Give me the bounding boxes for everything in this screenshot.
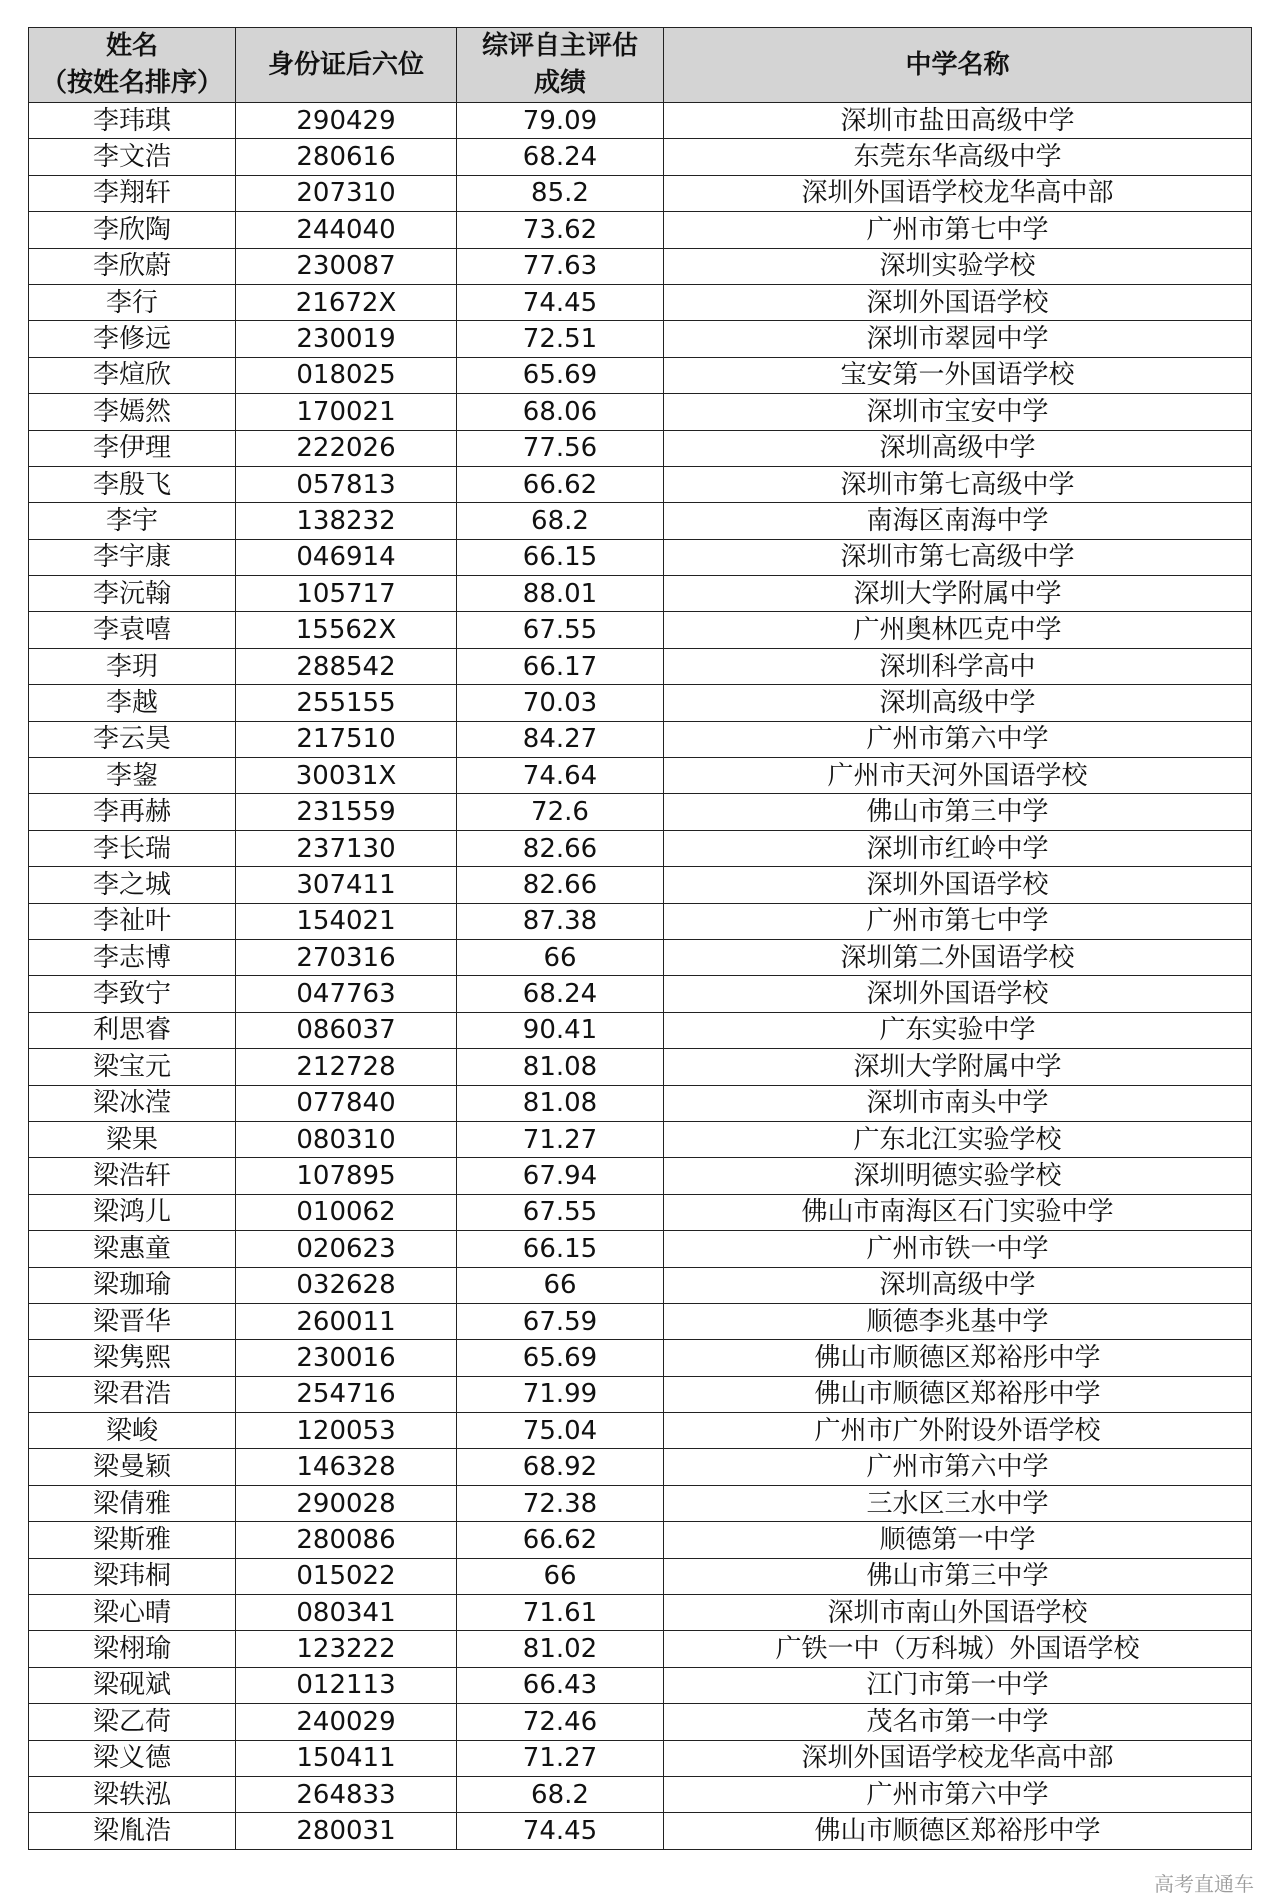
student-name-cell: 梁惠童 [29, 1231, 236, 1267]
score-cell: 68.2 [457, 503, 664, 539]
school-name-cell: 深圳市宝安中学 [664, 394, 1252, 430]
school-name-cell: 深圳实验学校 [664, 248, 1252, 284]
student-name-cell: 梁珈瑜 [29, 1267, 236, 1303]
table-row [29, 903, 1252, 939]
id-suffix-cell: 307411 [236, 867, 457, 903]
id-suffix-cell: 217510 [236, 721, 457, 757]
student-name-cell: 李玮琪 [29, 103, 236, 139]
table-row [29, 1012, 1252, 1048]
table-row [29, 1740, 1252, 1776]
student-name-cell: 李沅翰 [29, 576, 236, 612]
table-row [29, 721, 1252, 757]
table-header [29, 28, 1252, 103]
score-cell: 67.59 [457, 1303, 664, 1339]
school-name-cell: 深圳市翠园中学 [664, 321, 1252, 357]
score-cell: 90.41 [457, 1012, 664, 1048]
table-row [29, 466, 1252, 502]
score-cell: 82.66 [457, 867, 664, 903]
table-row [29, 1194, 1252, 1230]
id-suffix-cell: 280616 [236, 139, 457, 175]
id-suffix-cell: 270316 [236, 939, 457, 975]
school-name-cell: 广州市铁一中学 [664, 1231, 1252, 1267]
id-suffix-cell: 080341 [236, 1595, 457, 1631]
score-cell: 67.94 [457, 1158, 664, 1194]
school-name-cell: 深圳外国语学校 [664, 284, 1252, 320]
score-cell: 79.09 [457, 103, 664, 139]
student-name-cell: 李煊欣 [29, 357, 236, 393]
id-suffix-cell: 150411 [236, 1740, 457, 1776]
student-name-cell: 李伊理 [29, 430, 236, 466]
score-cell: 71.61 [457, 1595, 664, 1631]
table-row [29, 503, 1252, 539]
table-row [29, 1558, 1252, 1594]
score-cell: 75.04 [457, 1413, 664, 1449]
id-suffix-cell: 255155 [236, 685, 457, 721]
school-name-cell: 深圳市南山外国语学校 [664, 1595, 1252, 1631]
student-name-cell: 李宇 [29, 503, 236, 539]
id-suffix-cell: 057813 [236, 466, 457, 502]
id-suffix-cell: 240029 [236, 1704, 457, 1740]
id-suffix-cell: 086037 [236, 1012, 457, 1048]
id-suffix-cell: 280086 [236, 1522, 457, 1558]
id-suffix-cell: 020623 [236, 1231, 457, 1267]
header-name-line2: （按姓名排序） [40, 68, 223, 98]
table-row [29, 867, 1252, 903]
student-name-cell: 梁栩瑜 [29, 1631, 236, 1667]
header-id-label: 身份证后六位 [267, 49, 424, 80]
student-name-cell: 李欣陶 [29, 212, 236, 248]
school-name-cell: 广州市第七中学 [664, 903, 1252, 939]
id-suffix-cell: 230016 [236, 1340, 457, 1376]
table-row [29, 1449, 1252, 1485]
student-name-cell: 梁倩雅 [29, 1485, 236, 1521]
school-name-cell: 深圳外国语学校 [664, 976, 1252, 1012]
table-row [29, 284, 1252, 320]
table-row [29, 612, 1252, 648]
table-row [29, 357, 1252, 393]
score-cell: 65.69 [457, 1340, 664, 1376]
score-cell: 84.27 [457, 721, 664, 757]
table-row [29, 794, 1252, 830]
id-suffix-cell: 170021 [236, 394, 457, 430]
student-name-cell: 李越 [29, 685, 236, 721]
id-suffix-cell: 123222 [236, 1631, 457, 1667]
score-cell: 81.08 [457, 1049, 664, 1085]
student-name-cell: 梁峻 [29, 1413, 236, 1449]
score-cell: 77.63 [457, 248, 664, 284]
score-cell: 66.15 [457, 539, 664, 575]
student-name-cell: 梁玮桐 [29, 1558, 236, 1594]
student-name-cell: 梁浩轩 [29, 1158, 236, 1194]
school-name-cell: 深圳外国语学校龙华高中部 [664, 1740, 1252, 1776]
student-name-cell: 李修远 [29, 321, 236, 357]
score-cell: 73.62 [457, 212, 664, 248]
student-name-cell: 梁义德 [29, 1740, 236, 1776]
student-name-cell: 李祉叶 [29, 903, 236, 939]
score-cell: 68.06 [457, 394, 664, 430]
table-row [29, 685, 1252, 721]
student-name-cell: 李长瑞 [29, 830, 236, 866]
id-suffix-cell: 010062 [236, 1194, 457, 1230]
score-cell: 71.27 [457, 1740, 664, 1776]
id-suffix-cell: 230019 [236, 321, 457, 357]
table-row [29, 1231, 1252, 1267]
table-row [29, 1776, 1252, 1812]
table-row [29, 1595, 1252, 1631]
table-row [29, 1813, 1252, 1849]
id-suffix-cell: 154021 [236, 903, 457, 939]
id-suffix-cell: 212728 [236, 1049, 457, 1085]
score-cell: 88.01 [457, 576, 664, 612]
score-cell: 72.46 [457, 1704, 664, 1740]
student-name-cell: 李云昊 [29, 721, 236, 757]
score-cell: 85.2 [457, 175, 664, 211]
score-cell: 81.08 [457, 1085, 664, 1121]
score-cell: 66 [457, 939, 664, 975]
id-suffix-cell: 244040 [236, 212, 457, 248]
student-name-cell: 李袁嘻 [29, 612, 236, 648]
student-name-cell: 梁宝元 [29, 1049, 236, 1085]
score-cell: 66.17 [457, 648, 664, 684]
score-cell: 72.6 [457, 794, 664, 830]
table-row [29, 1413, 1252, 1449]
school-name-cell: 深圳外国语学校龙华高中部 [664, 175, 1252, 211]
student-name-cell: 李志博 [29, 939, 236, 975]
id-suffix-cell: 047763 [236, 976, 457, 1012]
table-row [29, 1631, 1252, 1667]
school-name-cell: 南海区南海中学 [664, 503, 1252, 539]
table-row [29, 321, 1252, 357]
school-name-cell: 佛山市顺德区郑裕彤中学 [664, 1376, 1252, 1412]
school-name-cell: 深圳高级中学 [664, 430, 1252, 466]
header-school-label: 中学名称 [905, 49, 1010, 80]
id-suffix-cell: 018025 [236, 357, 457, 393]
student-name-cell: 李鋆 [29, 758, 236, 794]
score-cell: 68.2 [457, 1776, 664, 1812]
id-suffix-cell: 077840 [236, 1085, 457, 1121]
student-name-cell: 梁晋华 [29, 1303, 236, 1339]
student-name-cell: 梁隽熙 [29, 1340, 236, 1376]
student-name-cell: 李文浩 [29, 139, 236, 175]
score-cell: 66.15 [457, 1231, 664, 1267]
id-suffix-cell: 107895 [236, 1158, 457, 1194]
student-name-cell: 李翔轩 [29, 175, 236, 211]
table-row [29, 1522, 1252, 1558]
student-name-cell: 梁鸿儿 [29, 1194, 236, 1230]
score-cell: 67.55 [457, 612, 664, 648]
school-name-cell: 深圳市盐田高级中学 [664, 103, 1252, 139]
student-name-cell: 梁君浩 [29, 1376, 236, 1412]
score-cell: 81.02 [457, 1631, 664, 1667]
school-name-cell: 宝安第一外国语学校 [664, 357, 1252, 393]
student-name-cell: 李之城 [29, 867, 236, 903]
student-name-cell: 李欣蔚 [29, 248, 236, 284]
id-suffix-cell: 290028 [236, 1485, 457, 1521]
id-suffix-cell: 222026 [236, 430, 457, 466]
student-name-cell: 利思睿 [29, 1012, 236, 1048]
school-name-cell: 广州奥林匹克中学 [664, 612, 1252, 648]
id-suffix-cell: 138232 [236, 503, 457, 539]
school-name-cell: 顺德第一中学 [664, 1522, 1252, 1558]
school-name-cell: 深圳科学高中 [664, 648, 1252, 684]
score-cell: 68.24 [457, 139, 664, 175]
school-name-cell: 深圳外国语学校 [664, 867, 1252, 903]
student-name-cell: 李致宁 [29, 976, 236, 1012]
id-suffix-cell: 146328 [236, 1449, 457, 1485]
school-name-cell: 佛山市南海区石门实验中学 [664, 1194, 1252, 1230]
score-cell: 74.45 [457, 284, 664, 320]
id-suffix-cell: 120053 [236, 1413, 457, 1449]
student-name-cell: 梁胤浩 [29, 1813, 236, 1849]
table-body [29, 103, 1252, 1850]
score-cell: 72.38 [457, 1485, 664, 1521]
score-cell: 74.45 [457, 1813, 664, 1849]
school-name-cell: 深圳市南头中学 [664, 1085, 1252, 1121]
table-row [29, 1340, 1252, 1376]
school-name-cell: 广东实验中学 [664, 1012, 1252, 1048]
id-suffix-cell: 231559 [236, 794, 457, 830]
score-cell: 82.66 [457, 830, 664, 866]
score-cell: 74.64 [457, 758, 664, 794]
table-row [29, 139, 1252, 175]
id-suffix-cell: 046914 [236, 539, 457, 575]
table-row [29, 1085, 1252, 1121]
school-name-cell: 广铁一中（万科城）外国语学校 [664, 1631, 1252, 1667]
id-suffix-cell: 288542 [236, 648, 457, 684]
school-name-cell: 顺德李兆基中学 [664, 1303, 1252, 1339]
score-cell: 66.62 [457, 1522, 664, 1558]
table-row [29, 939, 1252, 975]
header-score [457, 28, 664, 103]
table-row [29, 430, 1252, 466]
school-name-cell: 深圳明德实验学校 [664, 1158, 1252, 1194]
school-name-cell: 深圳市红岭中学 [664, 830, 1252, 866]
student-name-cell: 梁乙荷 [29, 1704, 236, 1740]
school-name-cell: 深圳大学附属中学 [664, 576, 1252, 612]
header-id [236, 28, 457, 103]
id-suffix-cell: 230087 [236, 248, 457, 284]
admission-table [28, 27, 1252, 1850]
student-name-cell: 李玥 [29, 648, 236, 684]
score-cell: 71.99 [457, 1376, 664, 1412]
student-name-cell: 梁砚斌 [29, 1667, 236, 1703]
table-row [29, 539, 1252, 575]
school-name-cell: 茂名市第一中学 [664, 1704, 1252, 1740]
id-suffix-cell: 207310 [236, 175, 457, 211]
score-cell: 66.62 [457, 466, 664, 502]
header-school [664, 28, 1252, 103]
table-row [29, 175, 1252, 211]
school-name-cell: 三水区三水中学 [664, 1485, 1252, 1521]
id-suffix-cell: 105717 [236, 576, 457, 612]
table-row [29, 648, 1252, 684]
student-name-cell: 梁斯雅 [29, 1522, 236, 1558]
score-cell: 66 [457, 1267, 664, 1303]
school-name-cell: 深圳市第七高级中学 [664, 466, 1252, 502]
student-name-cell: 李行 [29, 284, 236, 320]
score-cell: 71.27 [457, 1121, 664, 1157]
school-name-cell: 广东北江实验学校 [664, 1121, 1252, 1157]
score-cell: 70.03 [457, 685, 664, 721]
table-row [29, 1667, 1252, 1703]
table-row [29, 212, 1252, 248]
school-name-cell: 广州市第六中学 [664, 1449, 1252, 1485]
score-cell: 65.69 [457, 357, 664, 393]
id-suffix-cell: 237130 [236, 830, 457, 866]
school-name-cell: 江门市第一中学 [664, 1667, 1252, 1703]
student-name-cell: 李殷飞 [29, 466, 236, 502]
table-row [29, 248, 1252, 284]
header-score-line2: 成绩 [533, 68, 586, 98]
school-name-cell: 佛山市顺德区郑裕彤中学 [664, 1340, 1252, 1376]
table-row [29, 976, 1252, 1012]
table-row [29, 1376, 1252, 1412]
score-cell: 87.38 [457, 903, 664, 939]
score-cell: 66.43 [457, 1667, 664, 1703]
school-name-cell: 广州市天河外国语学校 [664, 758, 1252, 794]
id-suffix-cell: 254716 [236, 1376, 457, 1412]
table-row [29, 1049, 1252, 1085]
student-name-cell: 李宇康 [29, 539, 236, 575]
id-suffix-cell: 30031X [236, 758, 457, 794]
student-name-cell: 梁轶泓 [29, 1776, 236, 1812]
student-name-cell: 梁曼颖 [29, 1449, 236, 1485]
table-row [29, 394, 1252, 430]
student-name-cell: 李嫣然 [29, 394, 236, 430]
school-name-cell: 深圳市第七高级中学 [664, 539, 1252, 575]
header-name [29, 28, 236, 103]
school-name-cell: 佛山市第三中学 [664, 794, 1252, 830]
table-row [29, 576, 1252, 612]
school-name-cell: 广州市广外附设外语学校 [664, 1413, 1252, 1449]
school-name-cell: 佛山市第三中学 [664, 1558, 1252, 1594]
header-row [29, 28, 1252, 103]
table-row [29, 1267, 1252, 1303]
table-row [29, 1485, 1252, 1521]
school-name-cell: 佛山市顺德区郑裕彤中学 [664, 1813, 1252, 1849]
school-name-cell: 深圳大学附属中学 [664, 1049, 1252, 1085]
id-suffix-cell: 080310 [236, 1121, 457, 1157]
score-cell: 66 [457, 1558, 664, 1594]
score-cell: 72.51 [457, 321, 664, 357]
student-name-cell: 梁果 [29, 1121, 236, 1157]
header-score-line1: 综评自主评估 [481, 31, 638, 61]
school-name-cell: 广州市第七中学 [664, 212, 1252, 248]
table-row [29, 1158, 1252, 1194]
id-suffix-cell: 290429 [236, 103, 457, 139]
id-suffix-cell: 012113 [236, 1667, 457, 1703]
school-name-cell: 广州市第六中学 [664, 1776, 1252, 1812]
id-suffix-cell: 032628 [236, 1267, 457, 1303]
student-name-cell: 梁心晴 [29, 1595, 236, 1631]
school-name-cell: 深圳高级中学 [664, 1267, 1252, 1303]
table-row [29, 1121, 1252, 1157]
id-suffix-cell: 260011 [236, 1303, 457, 1339]
table-row [29, 830, 1252, 866]
score-cell: 67.55 [457, 1194, 664, 1230]
id-suffix-cell: 280031 [236, 1813, 457, 1849]
watermark: 高考直通车 [1154, 1872, 1254, 1896]
header-name-line1: 姓名 [105, 31, 158, 61]
school-name-cell: 东莞东华高级中学 [664, 139, 1252, 175]
school-name-cell: 深圳高级中学 [664, 685, 1252, 721]
table-row [29, 1303, 1252, 1339]
score-cell: 68.92 [457, 1449, 664, 1485]
table-row [29, 758, 1252, 794]
id-suffix-cell: 21672X [236, 284, 457, 320]
school-name-cell: 广州市第六中学 [664, 721, 1252, 757]
school-name-cell: 深圳第二外国语学校 [664, 939, 1252, 975]
score-cell: 68.24 [457, 976, 664, 1012]
id-suffix-cell: 015022 [236, 1558, 457, 1594]
student-name-cell: 梁冰滢 [29, 1085, 236, 1121]
table-row [29, 1704, 1252, 1740]
id-suffix-cell: 15562X [236, 612, 457, 648]
id-suffix-cell: 264833 [236, 1776, 457, 1812]
score-cell: 77.56 [457, 430, 664, 466]
student-name-cell: 李再赫 [29, 794, 236, 830]
table-row [29, 103, 1252, 139]
